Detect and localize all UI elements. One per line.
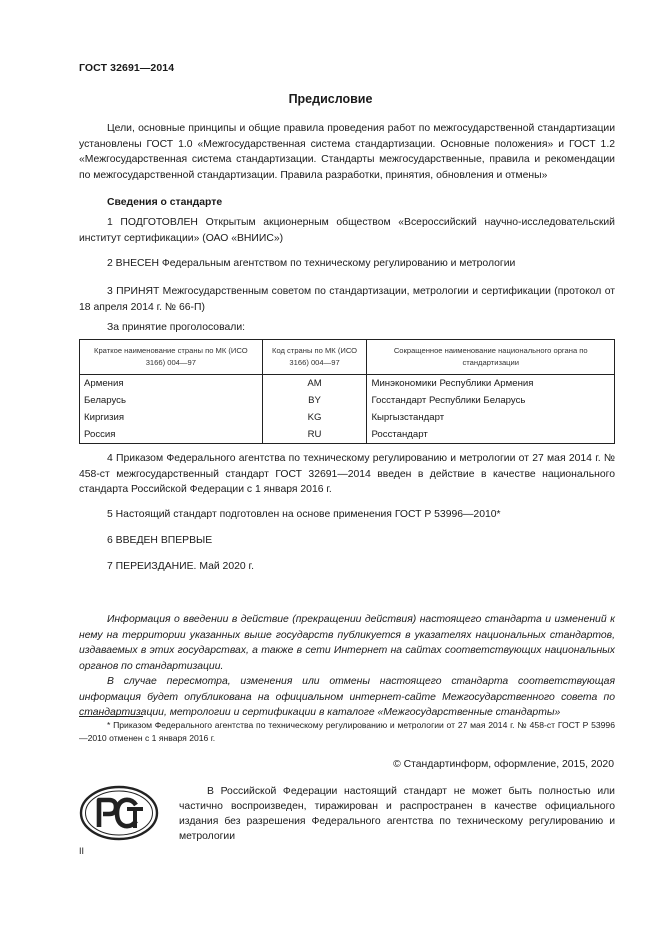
notice-text: В Российской Федерации настоящий стандарт не может быть полностью или частично воспроизведен, тиражирован и распространен в качестве официального издания без разрешения Федерального агентства по техническому регулированию и метрологии	[179, 786, 615, 842]
info-paragraph-1	[79, 612, 615, 674]
country-cell: Киргизия	[80, 409, 263, 426]
footnote-divider	[79, 716, 143, 717]
table-row	[80, 426, 615, 444]
body-cell: Росстандарт	[367, 426, 615, 444]
body-cell: Кыргызстандарт	[367, 409, 615, 426]
intro-paragraph	[79, 121, 615, 183]
item-1-text: 1 ПОДГОТОВЛЕН Открытым акционерным обществом «Всероссийский научно-исследовательский институт сертификации» (ОАО «ВНИИС»)	[79, 217, 615, 244]
item-7: 7 ПЕРЕИЗДАНИЕ. Май 2020 г.	[107, 561, 254, 572]
table-row	[80, 375, 615, 393]
body-cell: Госстандарт Республики Беларусь	[367, 392, 615, 409]
item-6: 6 ВВЕДЕН ВПЕРВЫЕ	[107, 535, 213, 546]
item-4-text: 4 Приказом Федерального агентства по техническому регулированию и метрологии от 27 мая 2014 г. № 458-ст межгосударственный стандарт ГОСТ 32691—2014 введен в действие в качестве национального стандарта Российской Федерации с 1 января 2016 г.	[79, 453, 615, 495]
footnote	[79, 719, 615, 745]
standard-code-header: ГОСТ 32691—2014	[79, 62, 175, 74]
info-1-text: Информация о введении в действие (прекращении действия) настоящего стандарта и изменений к нему на территории указанных выше государств публикуется в указателях национальных стандартов, издаваемых в этих государствах, а также в сети Интернет на сайтах соответствующих национальных органов по стандартизации.	[79, 614, 615, 672]
about-heading: Сведения о стандарте	[107, 197, 223, 208]
item-3-text: 3 ПРИНЯТ Межгосударственным советом по стандартизации, метрологии и сертификации (протокол от 18 апреля 2014 г. № 66-П)	[79, 286, 615, 313]
item-4	[79, 451, 615, 498]
country-cell: Россия	[80, 426, 263, 444]
page-number: II	[79, 846, 85, 856]
item-2: 2 ВНЕСЕН Федеральным агентством по техническому регулированию и метрологии	[107, 258, 516, 269]
footnote-text: * Приказом Федерального агентства по техническому регулированию и метрологии от 27 мая 2014 г. № 458-ст ГОСТ Р 53996—2010 отменен с 1 января 2016 г.	[79, 720, 615, 743]
info-2-text: В случае пересмотра, изменения или отмены настоящего стандарта соответствующая информация будет опубликована на официальном интернет-сайте Межгосударственного совета по стандартизации, метрологии и сертификации в каталоге «Межгосударственные стандарты»	[79, 676, 615, 718]
table-row	[80, 409, 615, 426]
voting-table	[79, 339, 615, 444]
item-1	[79, 215, 615, 246]
column-header-body: Сокращенное наименование национального органа по стандартизации	[367, 340, 615, 375]
intro-text: Цели, основные принципы и общие правила проведения работ по межгосударственной стандартизации установлены ГОСТ 1.0 «Межгосударственная система стандартизации. Основные положения» и ГОСТ 1.2 «Межгосударственная система стандартизации. Стандарты межгосударственные, правила и рекомендации по межгосударственной стандартизации. Правила разработки, принятия, обновления и отмены»	[79, 123, 615, 181]
voted-label: За принятие проголосовали:	[107, 322, 246, 333]
copyright: © Стандартинформ, оформление, 2015, 2020	[393, 759, 614, 770]
code-cell: KG	[262, 409, 367, 426]
info-paragraph-2	[79, 674, 615, 721]
column-header-country: Краткое наименование страны по МК (ИСО 3166) 004—97	[80, 340, 263, 375]
item-5: 5 Настоящий стандарт подготовлен на основе применения ГОСТ Р 53996—2010*	[107, 509, 501, 520]
code-cell: BY	[262, 392, 367, 409]
code-cell: AM	[262, 375, 367, 393]
country-cell: Армения	[80, 375, 263, 393]
rst-certification-logo	[79, 785, 159, 841]
rst-logo-icon	[79, 785, 159, 841]
code-cell: RU	[262, 426, 367, 444]
copyright-notice	[179, 784, 615, 844]
body-cell: Минэкономики Республики Армения	[367, 375, 615, 393]
table-row	[80, 392, 615, 409]
item-3	[79, 284, 615, 315]
column-header-code: Код страны по МК (ИСО 3166) 004—97	[262, 340, 367, 375]
page-title: Предисловие	[288, 92, 373, 106]
country-cell: Беларусь	[80, 392, 263, 409]
